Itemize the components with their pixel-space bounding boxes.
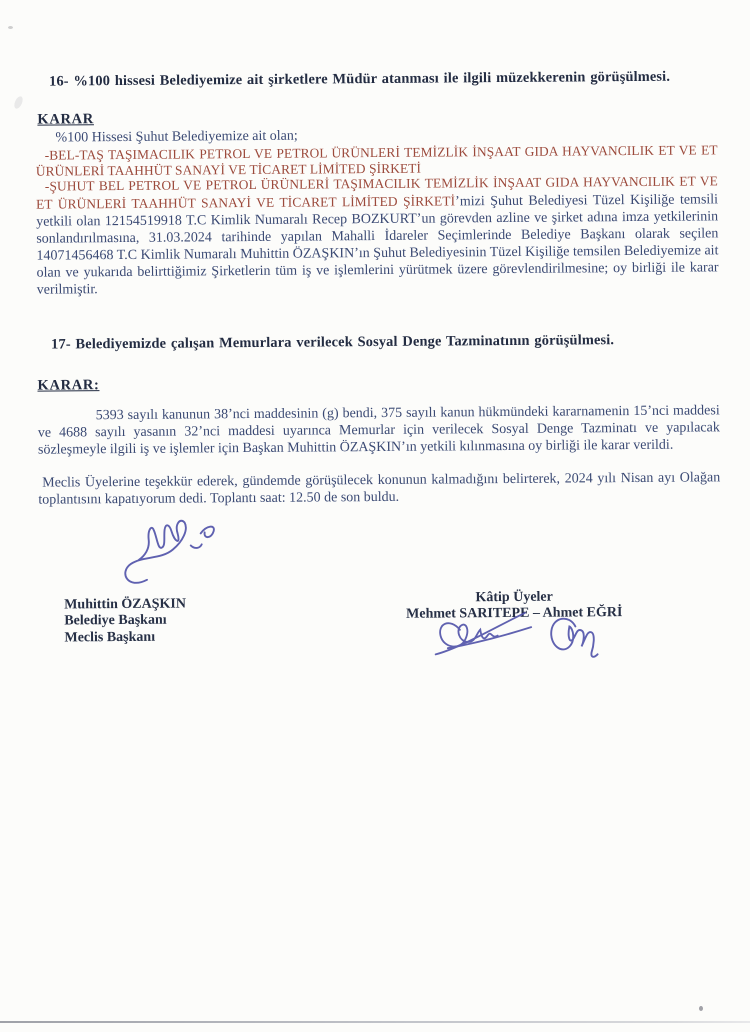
clerk-names: Mehmet SARITEPE – Ahmet EĞRİ [406,605,623,622]
decision-16-text: ’mizi Şuhut Belediyesi Tüzel Kişiliğe temsili yetkili olan 12154519918 T.C Kimlik Numaralı Recep BOZKURT’un görevden azline ve şirket adına imza yetkilerinin sonlandırılmasına, 31.03.2024 tarihinde yapılan Mahalli İdareler Seçimlerinde Belediye Başkanı olarak seçilen 14071456468 T.C Kimlik Numaralı Muhittin ÖZAŞKIN’ın Şuhut Belediyesinin Tüzel Kişiliğe temsilen Belediyemize ait olan ve yukarıda belirttiğimiz Şirketlerin tüm iş ve işlemlerini yürütmek üzere görevlendirilmesine; oy birliği ile karar verilmiştir. [36,192,719,298]
mayor-title-1: Belediye Başkanı [64,612,167,629]
agenda-item-17-heading: 17- Belediyemizde çalışan Memurlara verilecek Sosyal Denge Tazminatının görüşülmesi. [51,331,615,353]
mayor-signature-ink [116,513,267,596]
scan-edge-line [0,1021,750,1023]
closing-paragraph: Meclis Üyelerine teşekkür ederek, gündemde görüşülecek konunun kalmadığını belirterek, 2024 yılı Nisan ayı Olağan toplantısını kapatıyorum dedi. Toplantı saat: 12.50 de son buldu. [38,470,721,508]
company-name-2: -ŞUHUT BEL PETROL VE PETROL ÜRÜNLERİ TAŞIMACILIK TEMİZLİK İNŞAAT GIDA HAYVANCILIK ET VE ET ÜRÜNLERİ TAAHHÜT SANAYİ VE TİCARET LİMİTED ŞİRKETİ [35,173,718,212]
company-name-1: -BEL-TAŞ TAŞIMACILIK PETROL VE PETROL ÜRÜNLERİ TEMİZLİK İNŞAAT GIDA HAYVANCILIK ET VE ET ÜRÜNLERİ TAAHHÜT SANAYİ VE TİCARET LİMİTED ŞİRKETİ [35,142,718,179]
document-content [35,67,722,694]
decision-label-17: KARAR: [37,376,100,394]
clerk-role-label: Kâtip Üyeler [475,589,553,605]
agenda-item-16-heading: 16- %100 hissesi Belediyemize ait şirketlere Müdür atanması ile ilgili müzekkerenin görüşülmesi. [49,68,671,90]
mayor-signature-block [64,596,186,647]
decision-paragraph-16 [36,174,719,300]
clerk-signature-2-ink [537,608,615,669]
decision-16-intro: %100 Hissesi Şuhut Belediyemize ait olan; [55,128,298,146]
signature-area [38,504,721,694]
mayor-name: Muhittin ÖZAŞKIN [64,596,186,613]
decision-paragraph-17: 5393 sayılı kanunun 38’nci maddesinin (g) bendi, 375 sayılı kanun hükmündeki kararnamenin 15’nci maddesi ve 4688 sayılı yasanın 32’nci maddesi uyarınca Memurlar için verilecek Sosyal Denge Tazminatı ve yapılacak sözleşmeyle ilgili iş ve işlemler için Başkan Muhittin ÖZAŞKIN’ın yetkili kılınmasına oy birliği ile karar verildi. [37,402,720,459]
scan-speck [699,1006,703,1011]
scan-smudge [13,95,25,110]
decision-label-16: KARAR [37,111,94,128]
mayor-title-2: Meclis Başkanı [64,629,156,646]
clerk-signature-1-ink [431,605,543,664]
scan-speck [8,26,13,29]
